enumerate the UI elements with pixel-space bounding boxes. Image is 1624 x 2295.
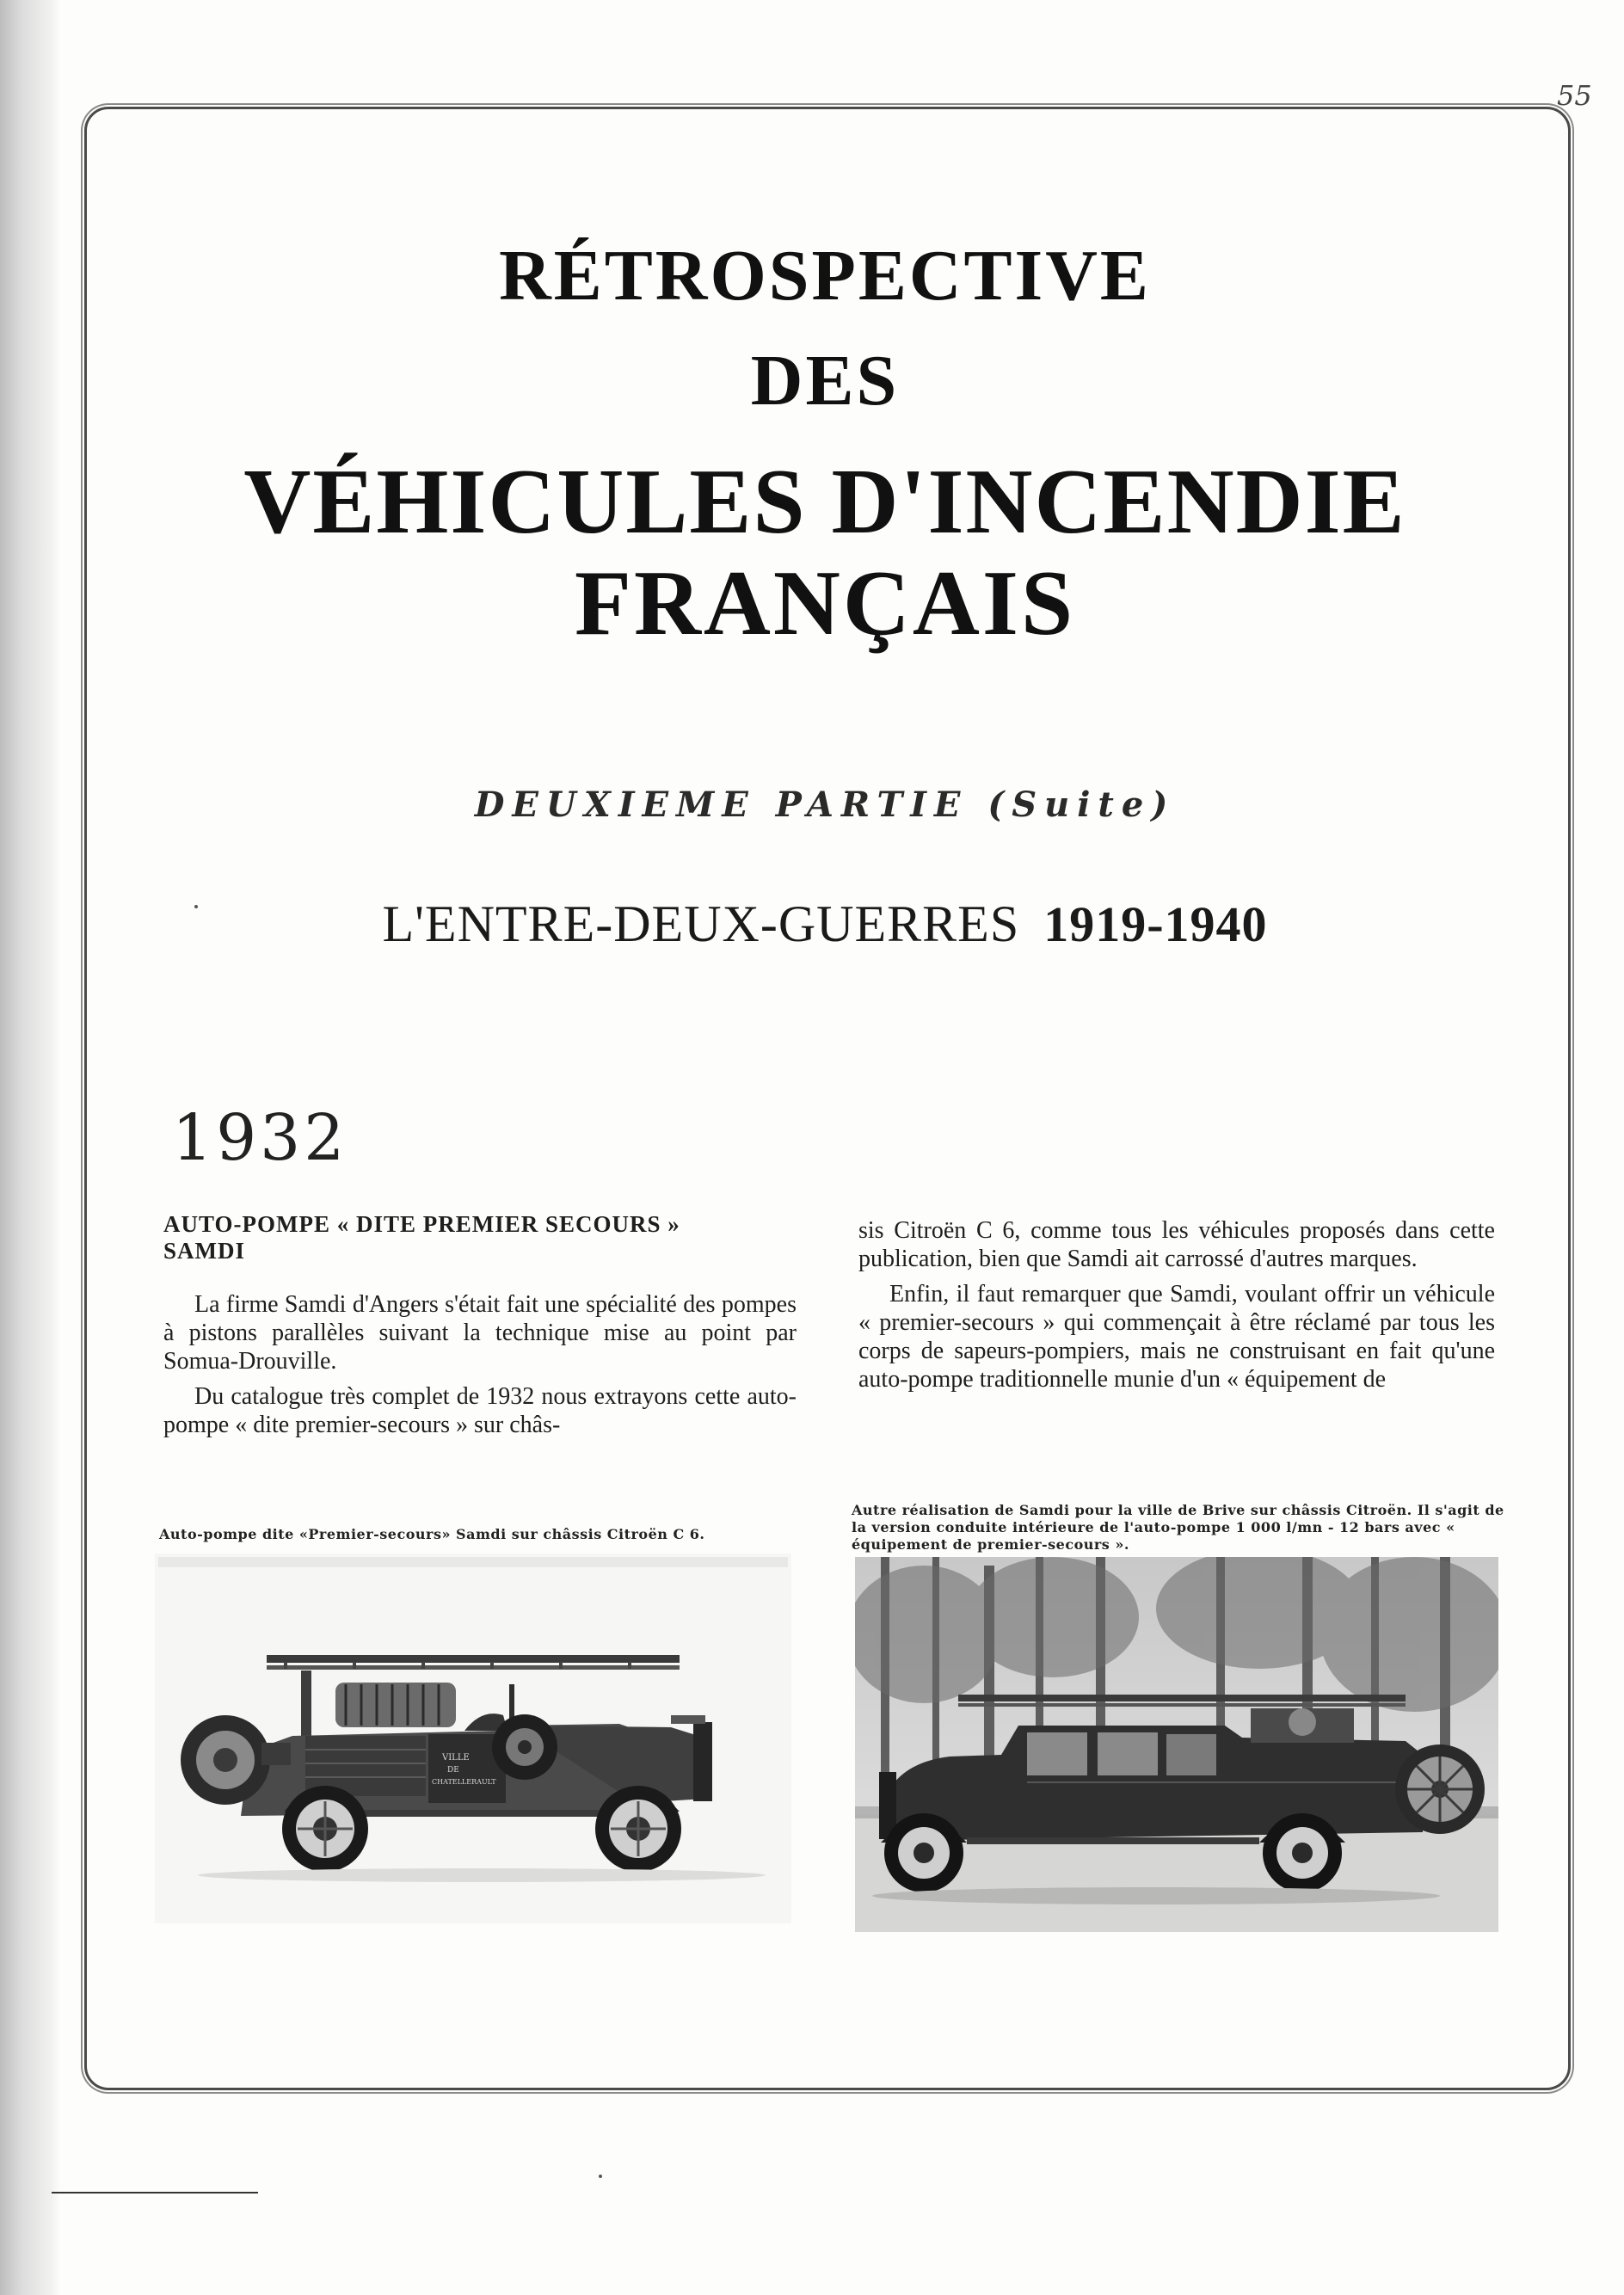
title-line-4: FRANÇAIS: [574, 552, 1076, 655]
period-years: 1919-1940: [1043, 896, 1268, 952]
right-paragraph-2: Enfin, il faut remarquer que Samdi, voulant offrir un véhicule « premier-secours » qui commençait à être réclamé par tous les corps de sapeurs-pompiers, mais ne construisant en fait qu'une auto-pompe traditionnelle munie d'un « équipement de: [858, 1281, 1495, 1393]
svg-text:DE: DE: [447, 1766, 459, 1775]
speck: [599, 2175, 602, 2178]
subtitle: DEUXIEME PARTIE (Suite): [474, 784, 1176, 825]
period-heading: [84, 895, 1566, 954]
left-photo-caption: Auto-pompe dite «Premier-secours» Samdi sur châssis Citroën C 6.: [159, 1526, 705, 1542]
right-paragraph-1: sis Citroën C 6, comme tous les véhicules proposés dans cette publication, bien que Samdi ait carrossé d'autres marques.: [858, 1217, 1495, 1272]
article-left-column: [163, 1211, 797, 1446]
period-label: L'ENTRE-DEUX-GUERRES: [382, 895, 1020, 952]
svg-text:VILLE: VILLE: [442, 1753, 470, 1763]
left-paragraph-2: Du catalogue très complet de 1932 nous extrayons cette auto-pompe « dite premier-secours » sur châs-: [163, 1383, 797, 1438]
article-heading-line-2: SAMDI: [163, 1238, 246, 1264]
speck: [194, 905, 198, 908]
right-photo-caption: Autre réalisation de Samdi pour la ville de Brive sur châssis Citroën. Il s'agit de la version conduite intérieure de l'auto-pompe 1 000 l/mn - 12 bars avec « équipement de premier-secours ».: [852, 1502, 1504, 1553]
section-year: 1932: [172, 1101, 348, 1175]
right-fire-truck-photo: [855, 1557, 1498, 1932]
svg-text:CHATELLERAULT: CHATELLERAULT: [432, 1778, 496, 1786]
left-paragraph-1: La firme Samdi d'Angers s'était fait une spécialité des pompes à pistons parallèles suivant la technique mise au point par Somua-Drouville.: [163, 1291, 797, 1375]
title-line-1: RÉTROSPECTIVE: [499, 236, 1151, 316]
binding-shadow: [0, 0, 60, 2295]
title-line-3: VÉHICULES D'INCENDIE: [243, 451, 1406, 553]
article-right-column: [858, 1216, 1495, 1400]
page-number: 55: [1557, 79, 1592, 112]
article-heading-line-1: AUTO-POMPE « DITE PREMIER SECOURS »: [163, 1211, 680, 1237]
title-line-2: DES: [750, 341, 900, 421]
left-fire-truck-photo: [155, 1554, 791, 1923]
bottom-rule: [52, 2192, 258, 2193]
article-heading: [163, 1211, 797, 1264]
